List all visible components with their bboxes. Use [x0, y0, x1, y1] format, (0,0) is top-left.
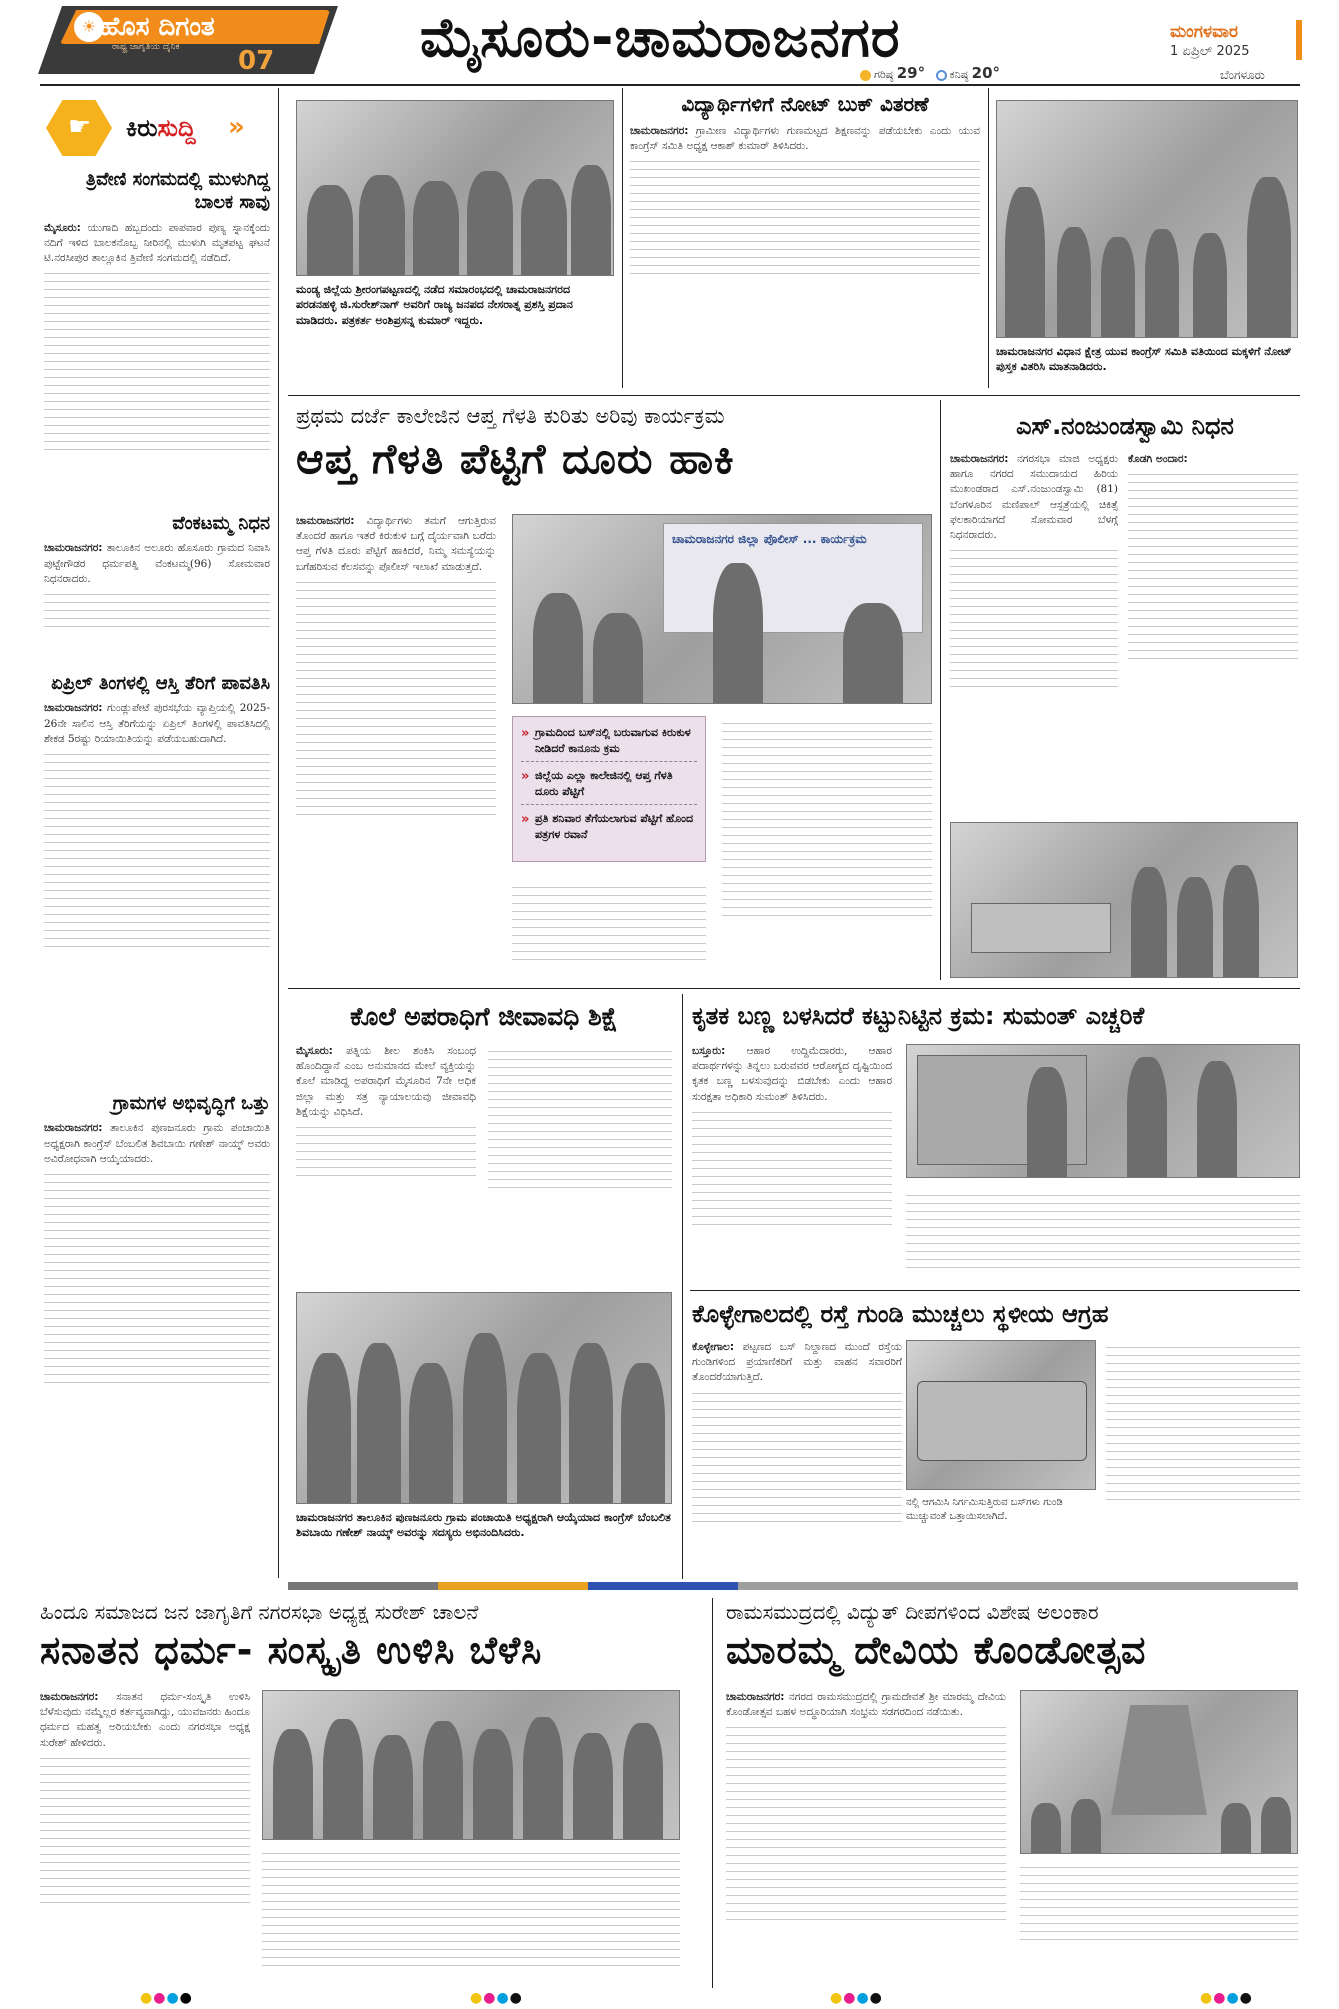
masthead-rule	[40, 84, 1300, 86]
obituary-headline: ಎಸ್.ನಂಜುಂಡಸ್ವಾಮಿ ನಿಧನ	[1016, 412, 1234, 440]
obituary-story	[950, 452, 1118, 694]
story-text-lines	[44, 1174, 270, 1383]
newspaper-tagline: ರಾಷ್ಟ್ರ ಜಾಗೃತಿಯ ದೈನಿಕ	[112, 42, 180, 52]
awareness-program-photo	[512, 514, 932, 704]
dateline: ಕೊಳ್ಳೇಗಾಲ:	[692, 1341, 735, 1353]
road-pothole-headline: ಕೊಳ್ಳೇಗಾಲದಲ್ಲಿ ರಸ್ತೆ ಗುಂಡಿ ಮುಚ್ಚಲು ಸ್ಥಳೀಯ ಆಗ್ರಹ	[692, 1300, 1109, 1328]
award-ceremony-photo	[296, 100, 614, 276]
story-lead: ಪತ್ನಿಯ ಶೀಲ ಶಂಕಿಸಿ ಸಂಬಂಧ ಹೊಂದಿದ್ದಾನೆ ಎಂಬ ಅನುಮಾನದ ಮೇಲೆ ವ್ಯಕ್ತಿಯನ್ನು ಕೊಲೆ ಮಾಡಿದ್ದ ಅಪರಾಧಿಗೆ ಮೈಸೂರಿನ 7ನೇ ಅಧಿಕ ಜಿಲ್ಲಾ ಮತ್ತು ಸತ್ರ ನ್ಯಾಯಾಲಯವು ಜೀವಾವಧಿ ಶಿಕ್ಷೆಯನ್ನು ವಿಧಿಸಿದೆ.	[296, 1045, 476, 1118]
life-sentence-story	[296, 1044, 476, 1183]
aptha-story	[296, 514, 496, 822]
strip-grey	[288, 1582, 438, 1590]
poster-release-photo	[262, 1690, 680, 1840]
weather-min: 20°	[971, 64, 1001, 82]
highlight-item: » ಜಿಲ್ಲೆಯ ಎಲ್ಲಾ ಕಾಲೇಜಿನಲ್ಲಿ ಆಪ್ತ ಗೆಳತಿ ದೂರು ಪೆಟ್ಟಿಗೆ	[521, 768, 697, 805]
story-lead: ನಗರದ ರಾಮಸಮುದ್ರದಲ್ಲಿ ಗ್ರಾಮದೇವತೆ ಶ್ರೀ ಮಾರಮ್ಮ ದೇವಿಯ ಕೊಂಡೋತ್ಸವ ಬಹಳ ಅದ್ಧೂರಿಯಾಗಿ ಸಂಭ್ರಮ ಸಡಗರದಿಂದ ನಡೆಯಿತು.	[726, 1691, 1007, 1719]
festival-headline: ಮಾರಮ್ಮ ದೇವಿಯ ಕೊಂಡೋತ್ಸವ	[726, 1628, 1147, 1672]
story-text-lines	[906, 1195, 1300, 1268]
top-divider-2	[988, 88, 989, 388]
story-text-lines	[44, 754, 270, 947]
dateline: ಚಾಮರಾಜನಗರ:	[44, 542, 103, 555]
dateline: ಚಾಮರಾಜನಗರ:	[726, 1691, 785, 1703]
life-sentence-col2	[488, 1044, 672, 1195]
story-lead: ತಾಲೂಕಿನ ಅಲೂರು ಹೊಸೂರು ಗ್ರಾಮದ ನಿವಾಸಿ ಪುಟ್ಟೇಗೌಡರ ಧರ್ಮಪತ್ನಿ ವೆಂಕಟಮ್ಮ(96) ಸೋಮವಾರ ನಿಧನರಾದರು.	[44, 542, 270, 585]
sanatana-continued	[262, 1846, 680, 1973]
chevron-right-icon: »	[228, 112, 245, 142]
page-number: 07	[238, 46, 275, 76]
moon-icon	[936, 70, 947, 81]
bus-photo-caption: ನಲ್ಲಿ ಆಗಮಿಸಿ ನಿರ್ಗಮಿಸುತ್ತಿರುವ ಬಸ್‌ಗಳು ಗುಂಡಿ ಮುಚ್ಚುವಂತೆ ಒತ್ತಾಯಿಸಲಾಗಿದೆ.	[906, 1497, 1063, 1522]
aptha-headline: ಆಪ್ತ ಗೆಳತಿ ಪೆಟ್ಟಿಗೆ ದೂರು ಹಾಕಿ	[296, 434, 735, 483]
story-text-lines	[1128, 474, 1298, 659]
lower-right-rule	[690, 1290, 1300, 1291]
food-colour-continued	[906, 1188, 1300, 1275]
sun-icon	[860, 70, 871, 81]
notebook-headline: ವಿದ್ಯಾರ್ಥಿಗಳಿಗೆ ನೋಟ್ ಬುಕ್ ವಿತರಣೆ	[681, 92, 929, 116]
food-colour-story	[692, 1044, 892, 1232]
food-colour-headline: ಕೃತಕ ಬಣ್ಣ ಬಳಸಿದರೆ ಕಟ್ಟುನಿಟ್ಟಿನ ಕ್ರಮ: ಸುಮಂತ್ ಎಚ್ಚರಿಕೆ	[692, 1002, 1145, 1030]
dateline: ಚಾಮರಾಜನಗರ:	[950, 453, 1009, 465]
panchayat-photo-caption: ಚಾಮರಾಜನಗರ ತಾಲೂಕಿನ ಪುಣಜನೂರು ಗ್ರಾಮ ಪಂಚಾಯಿತಿ ಅಧ್ಯಕ್ಷರಾಗಿ ಆಯ್ಕೆಯಾದ ಕಾಂಗ್ರೆಸ್ ಬೆಂಬಲಿತ ಶಿವಬಾಯಿ ಗಣೇಶ್ ನಾಯ್ಕ್ ಅವರನ್ನು ಸದಸ್ಯರು ಅಭಿನಂದಿಸಿದರು.	[296, 1511, 671, 1540]
left-column-divider	[278, 88, 279, 1578]
story-text-lines	[262, 1853, 680, 1966]
story-headline: ತ್ರಿವೇಣಿ ಸಂಗಮದಲ್ಲಿ ಮುಳುಗಿದ್ದ ಬಾಲಕ ಸಾವು	[85, 169, 270, 214]
story-body	[44, 541, 270, 587]
strip-blue	[588, 1582, 738, 1590]
story-text-lines	[726, 1727, 1006, 1920]
story-village-development	[44, 1092, 270, 1390]
dateline: ಚಾಮರಾಜನಗರ:	[296, 515, 355, 527]
strip-grey-long	[738, 1582, 1298, 1590]
highlights-box	[512, 716, 706, 862]
story-lead: ಗ್ರಾಮೀಣ ವಿದ್ಯಾರ್ಥಿಗಳು ಗುಣಮಟ್ಟದ ಶಿಕ್ಷಣವನ್ನು ಪಡೆಯಬೇಕು ಎಂದು ಯುವ ಕಾಂಗ್ರೆಸ್ ಸಮಿತಿ ಅಧ್ಯಕ್ಷ ಆಕಾಶ್ ಕುಮಾರ್ ತಿಳಿಸಿದರು.	[630, 125, 981, 153]
funeral-photo	[950, 822, 1298, 978]
story-text-lines	[488, 1051, 672, 1188]
story-text-lines	[512, 887, 706, 960]
edition-title: ಮೈಸೂರು-ಚಾಮರಾಜನಗರ	[420, 6, 901, 69]
dateline: ಚಾಮರಾಜನಗರ:	[44, 1122, 103, 1135]
panchayat-celebration-photo	[296, 1292, 672, 1504]
issue-date: 1 ಏಪ್ರಿಲ್ 2025	[1170, 44, 1250, 59]
story-text-lines	[40, 1758, 250, 1903]
road-pothole-story	[692, 1340, 902, 1529]
dateline: ಚಾಮರಾಜನಗರ:	[40, 1691, 99, 1703]
story-lead: ಆಹಾರ ಉದ್ದಿಮೆದಾರರು, ಆಹಾರ ಪದಾರ್ಥಗಳನ್ನು ತಿನ್ನಲು ಬರುವವರ ಆರೋಗ್ಯದ ದೃಷ್ಟಿಯಿಂದ ಕೃತಕ ಬಣ್ಣ ಬಳಸುವುದನ್ನು ಬಿಡಬೇಕು ಎಂದು ಆಹಾರ ಸುರಕ್ಷತಾ ಅಧಿಕಾರಿ ಸುಮಂತ್ ತಿಳಿಸಿದರು.	[692, 1045, 892, 1103]
notebook-distribution-photo	[996, 100, 1298, 338]
award-photo-caption: ಮಂಡ್ಯ ಜಿಲ್ಲೆಯ ಶ್ರೀರಂಗಪಟ್ಟಣದಲ್ಲಿ ನಡೆದ ಸಮಾರಂಭದಲ್ಲಿ ಚಾಮರಾಜನಗರದ ಪರಡನಹಳ್ಳಿ ಜಿ.ಸುರೇಶ್‌ನಾಗ್ ಅವರಿಗೆ ರಾಜ್ಯ ಜನಪದ ನೇಸರಾತ್ನ ಪ್ರಶಸ್ತಿ ಪ್ರದಾನ ಮಾಡಿದರು. ಪತ್ರಕರ್ತ ಅಂಶಿಪ್ರಸನ್ನ ಕುಮಾರ್ ಇದ್ದರು.	[296, 283, 573, 327]
dateline: ಬಸ್ತೂರು:	[692, 1045, 726, 1057]
masthead-accent-bar	[1296, 20, 1302, 60]
aptha-kicker: ಪ್ರಥಮ ದರ್ಜೆ ಕಾಲೇಜಿನ ಆಪ್ತ ಗೆಳತಿ ಕುರಿತು ಅರಿವು ಕಾರ್ಯಕ್ರಮ	[296, 404, 725, 428]
festival-story	[726, 1690, 1006, 1927]
registration-marks: ●●●●	[830, 1990, 883, 2006]
temple-tower-icon	[1111, 1705, 1207, 1815]
top-divider-1	[622, 88, 623, 388]
banner-text: ಚಾಮರಾಜನಗರ ಜಿಲ್ಲಾ ಪೊಲೀಸ್ ... ಕಾರ್ಯಕ್ರಮ	[672, 532, 867, 546]
pointing-hand-icon: ☛	[68, 112, 92, 142]
story-text-lines	[630, 161, 980, 274]
story-lead: ಪಟ್ಟಣದ ಬಸ್ ನಿಲ್ದಾಣದ ಮುಂದೆ ರಸ್ತೆಯ ಗುಂಡಿಗಳಿಂದ ಪ್ರಯಾಣಿಕರಿಗೆ ಮತ್ತು ವಾಹನ ಸವಾರರಿಗೆ ತೊಂದರೆಯಾಗುತ್ತಿದೆ.	[692, 1341, 903, 1384]
sanatana-headline: ಸನಾತನ ಧರ್ಮ- ಸಂಸ್ಕೃತಿ ಉಳಿಸಿ ಬೆಳೆಸಿ	[40, 1628, 543, 1672]
kiru-label-part1: ಕಿರು	[126, 114, 158, 142]
aptha-continued	[512, 880, 706, 967]
story-body	[44, 701, 270, 747]
temple-photo	[1020, 1690, 1298, 1854]
highlight-item: » ಪ್ರತಿ ಶನಿವಾರ ತೆಗೆಯಲಾಗುವ ಪೆಟ್ಟಿಗೆ ಹೊಂದ ಪತ್ರಗಳ ರವಾನೆ	[521, 811, 697, 847]
story-headline: ಏಪ್ರಿಲ್ ತಿಂಗಳಲ್ಲಿ ಆಸ್ತಿ ತೆರಿಗೆ ಪಾವತಿಸಿ	[51, 673, 270, 694]
weather-min-label: ಕನಿಷ್ಠ	[949, 68, 969, 81]
story-text-lines	[692, 1112, 892, 1225]
registration-marks: ●●●●	[470, 1990, 523, 2006]
story-property-tax	[44, 672, 270, 954]
dateline: ಚಾಮರಾಜನಗರ:	[44, 702, 103, 715]
story-body	[44, 221, 270, 267]
registration-marks: ●●●●	[1200, 1990, 1253, 2006]
kiru-label-part2: ಸುದ್ದಿ	[157, 114, 196, 142]
story-venkatamma	[44, 512, 270, 634]
story-text-lines	[296, 582, 496, 815]
story-lead: ತಾಲೂಕಿನ ಪುಣಜನೂರು ಗ್ರಾಮ ಪಂಚಾಯಿತಿ ಅಧ್ಯಕ್ಷರಾಗಿ ಕಾಂಗ್ರೆಸ್ ಬೆಂಬಲಿತ ಶಿವಬಾಯಿ ಗಣೇಶ್ ನಾಯ್ಕ್ ಅವರು ಅವಿರೋಧವಾಗಿ ಆಯ್ಕೆಯಾದರು.	[44, 1122, 270, 1165]
story-text-lines	[692, 1393, 902, 1522]
food-vendor-photo	[906, 1044, 1300, 1178]
story-lead: ಯುಗಾದಿ ಹಬ್ಬದಂದು ಪಾಪವಾರ ಪುಣ್ಯ ಸ್ನಾನಕ್ಕೆಂದು ನದಿಗೆ ಇಳಿದ ಬಾಲಕನೊಬ್ಬ ನೀರಿನಲ್ಲಿ ಮುಳುಗಿ ಮೃತಪಟ್ಟ ಘಟನೆ ಟಿ.ನರಸೀಪುರ ತಾಲ್ಲೂಕಿನ ತ್ರಿವೇಣಿ ಸಂಗಮದಲ್ಲಿ ನಡೆದಿದೆ.	[44, 221, 270, 265]
festival-continued	[1020, 1860, 1298, 1947]
newspaper-logo-title: ಹೊಸ ದಿಗಂತ	[100, 12, 215, 42]
story-text-lines	[44, 594, 270, 627]
dateline: ಕೊಡಗಿ ಅಂದಾರ:	[1128, 453, 1188, 465]
story-body	[44, 1121, 270, 1167]
story-text-lines	[44, 273, 270, 450]
story-text-lines	[296, 1127, 476, 1176]
story-text-lines	[1106, 1347, 1300, 1500]
story-headline: ವೆಂಕಟಮ್ಮ ನಿಧನ	[172, 513, 270, 534]
weather-max: 29°	[896, 64, 926, 82]
mid-row-rule	[288, 988, 1300, 989]
sanatana-kicker: ಹಿಂದೂ ಸಮಾಜದ ಜನ ಜಾಗೃತಿಗೆ ನಗರಸಭಾ ಅಧ್ಯಕ್ಷ ಸುರೇಶ್ ಚಾಲನೆ	[40, 1600, 479, 1624]
story-text-lines	[722, 723, 932, 916]
story-text-lines	[950, 550, 1118, 687]
dateline: ಚಾಮರಾಜನಗರ:	[630, 125, 689, 137]
notebook-photo-caption: ಚಾಮರಾಜನಗರ ವಿಧಾನ ಕ್ಷೇತ್ರ ಯುವ ಕಾಂಗ್ರೆಸ್ ಸಮಿತಿ ವತಿಯಿಂದ ಮಕ್ಕಳಿಗೆ ನೋಟ್ ಪುಸ್ತಕ ವಿತರಿಸಿ ಮಾತನಾಡಿದರು.	[996, 345, 1292, 374]
bus-icon	[917, 1381, 1087, 1461]
highlight-item: » ಗ್ರಾಮದಿಂದ ಬಸ್‌ನಲ್ಲಿ ಬರುವಾಗುವ ಕಿರುಕುಳ ನೀಡಿದರೆ ಕಾನೂನು ಕ್ರಮ	[521, 725, 697, 762]
story-lead: ಸನಾತನ ಧರ್ಮ-ಸಂಸ್ಕೃತಿ ಉಳಿಸಿ ಬೆಳೆಸುವುದು ನಮ್ಮೆಲ್ಲರ ಕರ್ತವ್ಯವಾಗಿದ್ದು, ಯುವಜನರು ಹಿಂದೂ ಧರ್ಮದ ಮಹತ್ವ ಅರಿಯಬೇಕು ಎಂದು ನಗರಸಭಾ ಅಧ್ಯಕ್ಷ ಸುರೇಶ್ ಹೇಳಿದರು.	[40, 1691, 250, 1749]
story-text-lines	[1020, 1867, 1298, 1940]
festival-kicker: ರಾಮಸಮುದ್ರದಲ್ಲಿ ವಿದ್ಯುತ್ ದೀಪಗಳಿಂದ ವಿಶೇಷ ಅಲಂಕಾರ	[726, 1600, 1099, 1624]
notebook-story	[630, 124, 980, 281]
story-headline: ಗ್ರಾಮಗಳ ಅಭಿವೃದ್ಧಿಗೆ ಒತ್ತು	[112, 1093, 270, 1114]
mid-divider	[940, 400, 941, 980]
obituary-story-col2	[1128, 452, 1298, 666]
logo-emblem-icon: ☀	[74, 12, 104, 42]
dateline: ಮೈಸೂರು:	[296, 1045, 333, 1057]
bottom-divider	[712, 1598, 713, 1988]
road-pothole-col2	[1106, 1340, 1300, 1507]
issue-city: ಬೆಂಗಳೂರು	[1220, 68, 1265, 82]
life-sentence-headline: ಕೊಲೆ ಅಪರಾಧಿಗೆ ಜೀವಾವಧಿ ಶಿಕ್ಷೆ	[350, 1002, 618, 1031]
story-triveni	[44, 168, 270, 457]
story-lead: ಗುಂಡ್ಲುಪೇಟೆ ಪುರಸಭೆಯ ವ್ಯಾಪ್ತಿಯಲ್ಲಿ 2025-26ನೇ ಸಾಲಿನ ಆಸ್ತಿ ತೆರಿಗೆಯನ್ನು ಏಪ್ರಿಲ್ ತಿಂಗಳಲ್ಲಿ ಪಾವತಿಸಿದಲ್ಲಿ ಶೇಕಡ 5ರಷ್ಟು ರಿಯಾಯಿತಿಯನ್ನು ಪಡೆಯಬಹುದಾಗಿದೆ.	[44, 702, 270, 745]
top-row-rule	[288, 395, 1300, 396]
sanatana-story	[40, 1690, 250, 1910]
kiru-suddi-label	[126, 114, 196, 142]
story-lead: ನಗರಸಭಾ ಮಾಜಿ ಅಧ್ಯಕ್ಷರು ಹಾಗೂ ನಗರದ ಸಮುದಾಯದ ಹಿರಿಯ ಮುಖಂಡರಾದ ಎಸ್.ನಂಜುಂಡಸ್ವಾಮಿ (81) ಬೆಂಗಳೂರಿನ ಮಣಿಪಾಲ್ ಆಸ್ಪತ್ರೆಯಲ್ಲಿ ಚಿಕಿತ್ಸೆ ಫಲಕಾರಿಯಾಗದೆ ಸೋಮವಾರ ಬೆಳಗ್ಗೆ ನಿಧನರಾದರು.	[950, 453, 1118, 542]
weather-max-label: ಗರಿಷ್ಠ	[874, 68, 894, 81]
story-lead: ವಿದ್ಯಾರ್ಥಿಗಳು ತಮಗೆ ಆಗುತ್ತಿರುವ ತೊಂದರೆ ಹಾಗೂ ಇತರೆ ಕಿರುಕುಳ ಬಗ್ಗೆ ದೈರ್ಯವಾಗಿ ಬರೆದು ಆಪ್ತ ಗೆಳತಿ ದೂರು ಪೆಟ್ಟಿಗೆ ಹಾಕಿದರೆ, ನಿಮ್ಮ ಸಮಸ್ಯೆಯನ್ನು ಬಗೆಹರಿಸುವ ಕೆಲಸವನ್ನು ಪೊಲೀಸ್ ಇಲಾಖೆ ಮಾಡುತ್ತದೆ.	[296, 515, 496, 573]
issue-weekday: ಮಂಗಳವಾರ	[1170, 22, 1239, 42]
dateline: ಮೈಸೂರು:	[44, 221, 81, 234]
weather-readout	[860, 64, 1000, 82]
strip-orange	[438, 1582, 588, 1590]
aptha-continued-2	[722, 716, 932, 923]
bus-stand-photo	[906, 1340, 1096, 1490]
lower-divider	[682, 994, 683, 1579]
registration-marks: ●●●●	[140, 1990, 193, 2006]
